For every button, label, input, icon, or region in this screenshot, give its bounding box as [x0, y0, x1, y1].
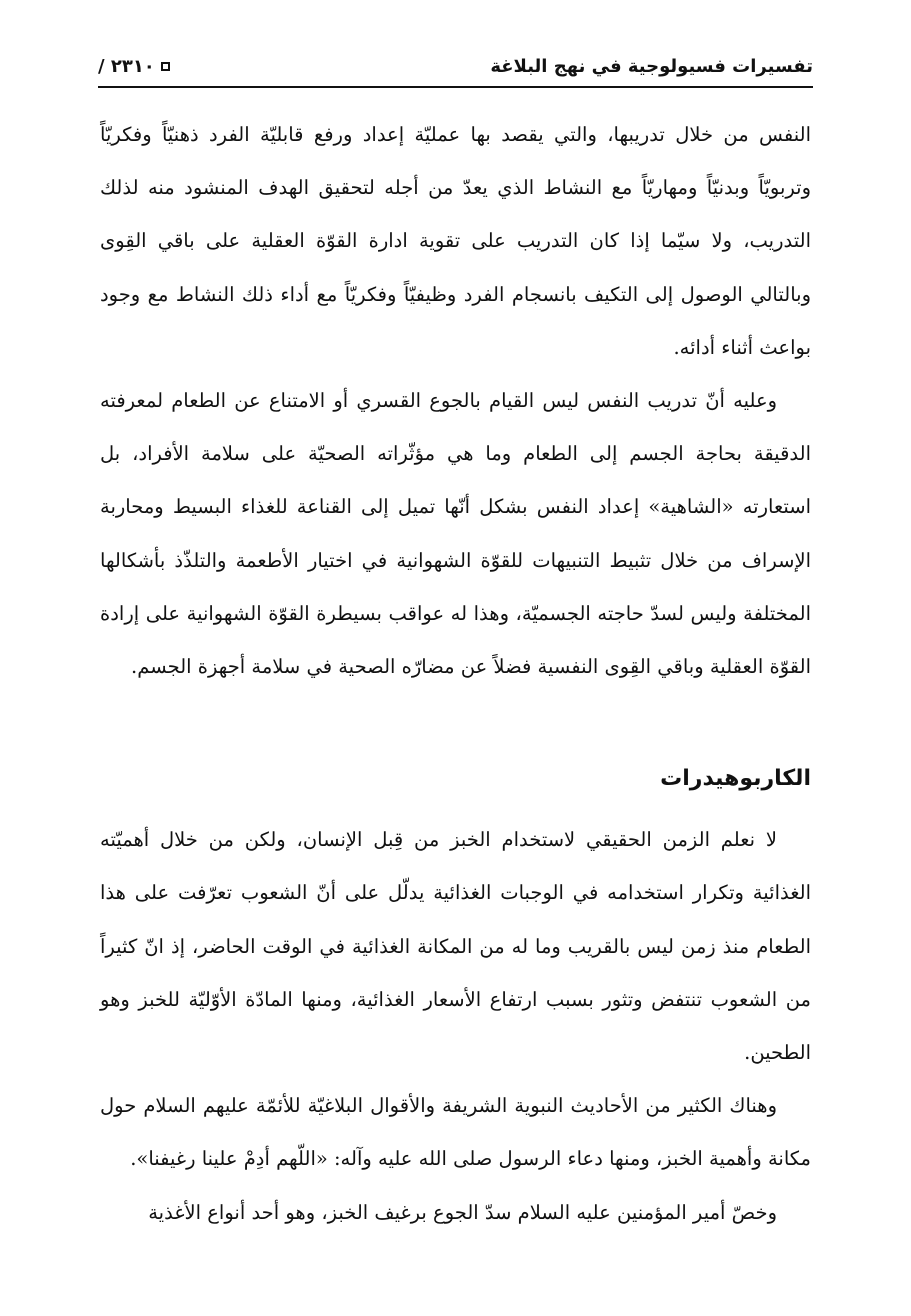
- section-heading: الكاربوهيدرات: [660, 766, 811, 792]
- paragraph: وهناك الكثير من الأحاديث النبوية الشريفة والأقوال البلاغيّة للأئمّة عليهم السلام حول مكانة وأهمية الخبز، ومنها دعاء الرسول صلى الله عليه وآله: «اللّهم أدِمْ علينا رغيفنا».: [100, 1094, 811, 1171]
- paragraph-continued: النفس من خلال تدريبها، والتي يقصد بها عمليّة إعداد ورفع قابليّة الفرد ذهنيّاً وفكريّاً وتربويّاً وبدنيّاً ومهاريّاً مع النشاط الذي يعدّ من أجله لتحقيق الهدف المنشود منه لذلك التدريب، ولا سيّما إذا كان التدريب على تقوية ادارة القوّة العقلية على باقي القِوى وبالتالي الوصول إلى التكيف بانسجام الفرد وظيفيّاً وفكريّاً مع أداء ذلك النشاط مع وجود بواعث أثناء أدائه.: [100, 123, 811, 359]
- book-title: تفسيرات فسيولوجية في نهج البلاغة: [490, 55, 813, 77]
- paragraph-truncated: وخصّ أمير المؤمنين عليه السلام سدّ الجوع برغيف الخبز، وهو أحد أنواع الأغذية: [148, 1200, 777, 1224]
- page-number-group: [98, 56, 170, 77]
- square-bullet-icon: [161, 62, 170, 71]
- page-number: ٢٣١٠ /: [98, 55, 155, 77]
- body-text: [100, 108, 811, 1239]
- paragraph: لا نعلم الزمن الحقيقي لاستخدام الخبز من قِبل الإنسان، ولكن من خلال أهميّته الغذائية وتكرار استخدامه في الوجبات الغذائية يدلّل على أنّ الشعوب تعرّفت على هذا الطعام منذ زمن ليس بالقريب وما له من المكانة الغذائية في الوقت الحاضر، إذ انّ كثيراً من الشعوب تنتفض وتثور بسبب ارتفاع الأسعار الغذائية، ومنها المادّة الأوّليّة للخبز وهو الطحين.: [100, 828, 811, 1065]
- paragraph: وعليه أنّ تدريب النفس ليس القيام بالجوع القسري أو الامتناع عن الطعام لمعرفته الدقيقة بحاجة الجسم إلى الطعام وما هي مؤثّراته الصحيّة على سلامة الأفراد، بل استعارته «الشاهية» إعداد النفس بشكل أنّها تميل إلى القناعة للغذاء البسيط ومحاربة الإسراف من خلال تثبيط التنبيهات للقوّة الشهوانية في اختيار الأطعمة والتلذّذ بأشكالها المختلفة وليس لسدّ حاجته الجسميّة، وهذا له عواقب بسيطرة القوّة الشهوانية على إرادة القوّة العقلية وباقي القِوى النفسية فضلاً عن مضارّه الصحية في سلامة أجهزة الجسم.: [100, 389, 811, 679]
- running-header: [98, 46, 813, 88]
